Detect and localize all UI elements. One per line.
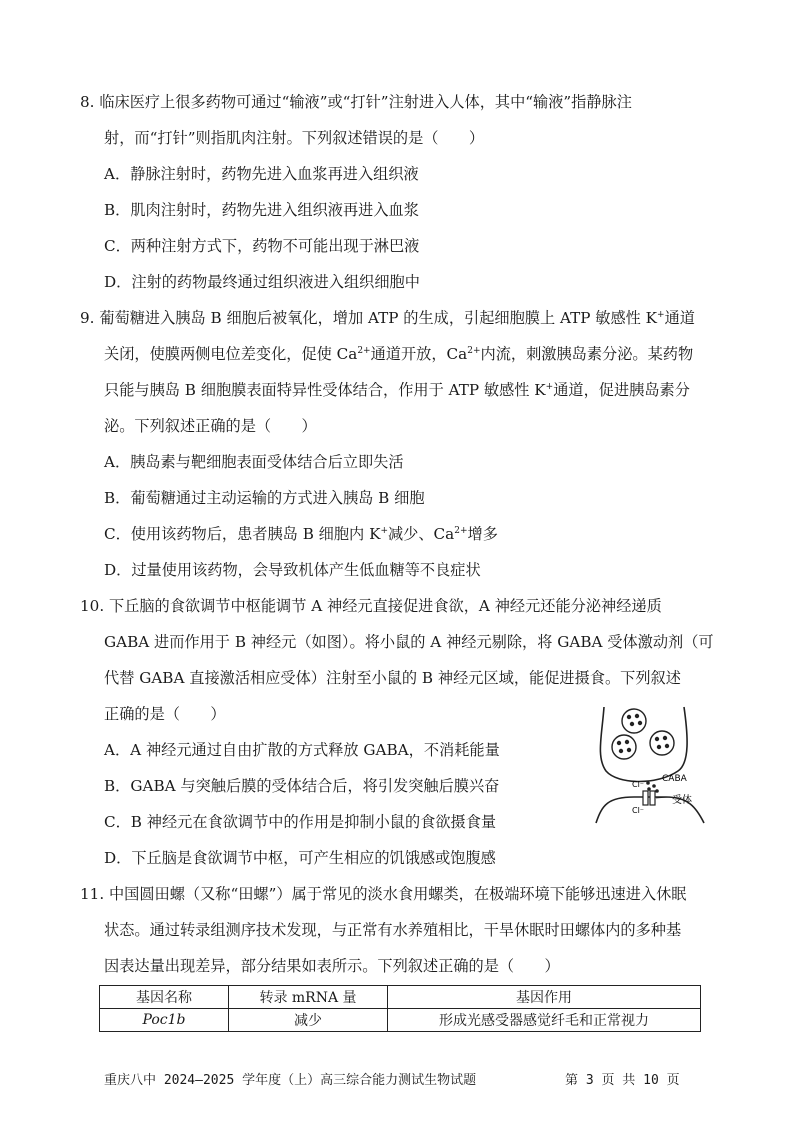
vesicle (622, 709, 646, 733)
q11-stem-line1: 11. 中国圆田螺（又称“田螺”）属于常见的淡水食用螺类，在极端环境下能够迅速进入休眠 (80, 885, 687, 903)
q10-stem-line2: GABA 进而作用于 B 神经元（如图）。将小鼠的 A 神经元剔除，将 GABA 受体激动剂（可 (104, 633, 714, 651)
q9-stem-line2-a: 关闭，使膜两侧电位差变化，促使 Ca (104, 345, 358, 363)
cl-ion-label-top: Cl⁻ (632, 780, 645, 789)
q10-option-c: C．B 神经元在食欲调节中的作用是抑制小鼠的食欲摄食量 (104, 813, 497, 831)
table-header-cell: 基因作用 (388, 986, 701, 1009)
q9-option-c-a: C．使用该药物后，患者胰岛 B 细胞内 K (104, 525, 381, 543)
q10-option-b: B．GABA 与突触后膜的受体结合后，将引发突触后膜兴奋 (104, 777, 500, 795)
table-header-row (100, 986, 701, 1009)
q10-stem-line4: 正确的是（ ） (104, 705, 226, 723)
q8-option-c: C．两种注射方式下，药物不可能出现于淋巴液 (104, 237, 420, 255)
q10-stem-line3: 代替 GABA 直接激活相应受体）注射至小鼠的 B 神经元区域，能促进摄食。下列叙述 (104, 669, 681, 687)
table-header-cell: 转录 mRNA 量 (229, 986, 388, 1009)
q9-stem-line2-b: 通道开放，Ca (370, 345, 468, 363)
q9-option-d: D．过量使用该药物，会导致机体产生低血糖等不良症状 (104, 561, 481, 579)
gene-expression-table (99, 985, 701, 1032)
gaba-label: CABA (662, 774, 687, 784)
footer-page-number: 第 3 页 共 10 页 (565, 1073, 680, 1088)
q8-stem-line1: 8. 临床医疗上很多药物可通过“输液”或“打针”注射进入人体，其中“输液”指静脉注 (80, 93, 632, 111)
table-header-cell: 基因名称 (100, 986, 229, 1009)
sup-2plus: 2+ (454, 526, 468, 536)
q10-option-d: D．下丘脑是食欲调节中枢，可产生相应的饥饿感或饱腹感 (104, 849, 496, 867)
q9-stem-line3-a: 只能与胰岛 B 细胞膜表面特异性受体结合，作用于 ATP 敏感性 K (104, 381, 546, 399)
footer-title: 重庆八中 2024—2025 学年度（上）高三综合能力测试生物试题 (104, 1073, 477, 1088)
receptor-label: 受体 (672, 795, 692, 806)
q9-option-c-b: 减少、Ca (387, 525, 455, 543)
q9-option-c (104, 524, 498, 544)
table-cell: 形成光感受器感觉纤毛和正常视力 (388, 1009, 701, 1032)
q9-option-b: B．葡萄糖通过主动运输的方式进入胰岛 B 细胞 (104, 489, 425, 507)
vesicle (650, 731, 674, 755)
receptor-channel-right (650, 791, 655, 805)
table-row (100, 1009, 701, 1032)
q9-option-c-c: 增多 (467, 525, 498, 543)
q8-option-d: D．注射的药物最终通过组织液进入组织细胞中 (104, 273, 420, 291)
q10-stem-line1: 10. 下丘脑的食欲调节中枢能调节 A 神经元直接促进食欲，A 神经元还能分泌神经递质 (80, 597, 662, 615)
q9-stem-line2-c: 内流，刺激胰岛素分泌。某药物 (480, 345, 694, 363)
q9-stem-line1 (80, 308, 695, 328)
sup-plus: + (545, 382, 554, 392)
sup-plus: + (380, 526, 388, 536)
table-cell: 减少 (229, 1009, 388, 1032)
synapse-diagram (588, 705, 718, 825)
sup-2plus: 2+ (467, 346, 481, 356)
q8-option-b: B．肌肉注射时，药物先进入组织液再进入血浆 (104, 201, 419, 219)
q9-stem-line4: 泌。下列叙述正确的是（ ） (104, 417, 317, 435)
vesicle (612, 735, 636, 759)
cl-ion-label-bottom: Cl⁻ (632, 806, 645, 815)
q11-stem-line2: 状态。通过转录组测序技术发现，与正常有水养殖相比，干旱休眠时田螺体内的多种基 (104, 921, 682, 939)
q9-stem-line1-text-b: 通道 (664, 309, 695, 327)
sup-plus: + (657, 310, 665, 320)
table-cell: Poc1b (100, 1009, 229, 1032)
q9-stem-line3 (104, 380, 690, 400)
q8-option-a: A．静脉注射时，药物先进入血浆再进入组织液 (104, 165, 419, 183)
q11-stem-line3: 因表达量出现差异，部分结果如表所示。下列叙述正确的是（ ） (104, 957, 560, 975)
receptor-channel-left (643, 791, 648, 805)
q9-option-a: A．胰岛素与靶细胞表面受体结合后立即失活 (104, 453, 404, 471)
q8-stem-line2: 射，而“打针”则指肌肉注射。下列叙述错误的是（ ） (104, 129, 485, 147)
q9-stem-line2 (104, 344, 693, 364)
q9-stem-line1-text: 9. 葡萄糖进入胰岛 B 细胞后被氧化，增加 ATP 的生成，引起细胞膜上 ATP 敏感性 K (80, 309, 658, 327)
sup-2plus: 2+ (357, 346, 371, 356)
q9-stem-line3-b: 通道，促进胰岛素分 (553, 381, 690, 399)
q10-option-a: A．A 神经元通过自由扩散的方式释放 GABA，不消耗能量 (104, 741, 500, 759)
